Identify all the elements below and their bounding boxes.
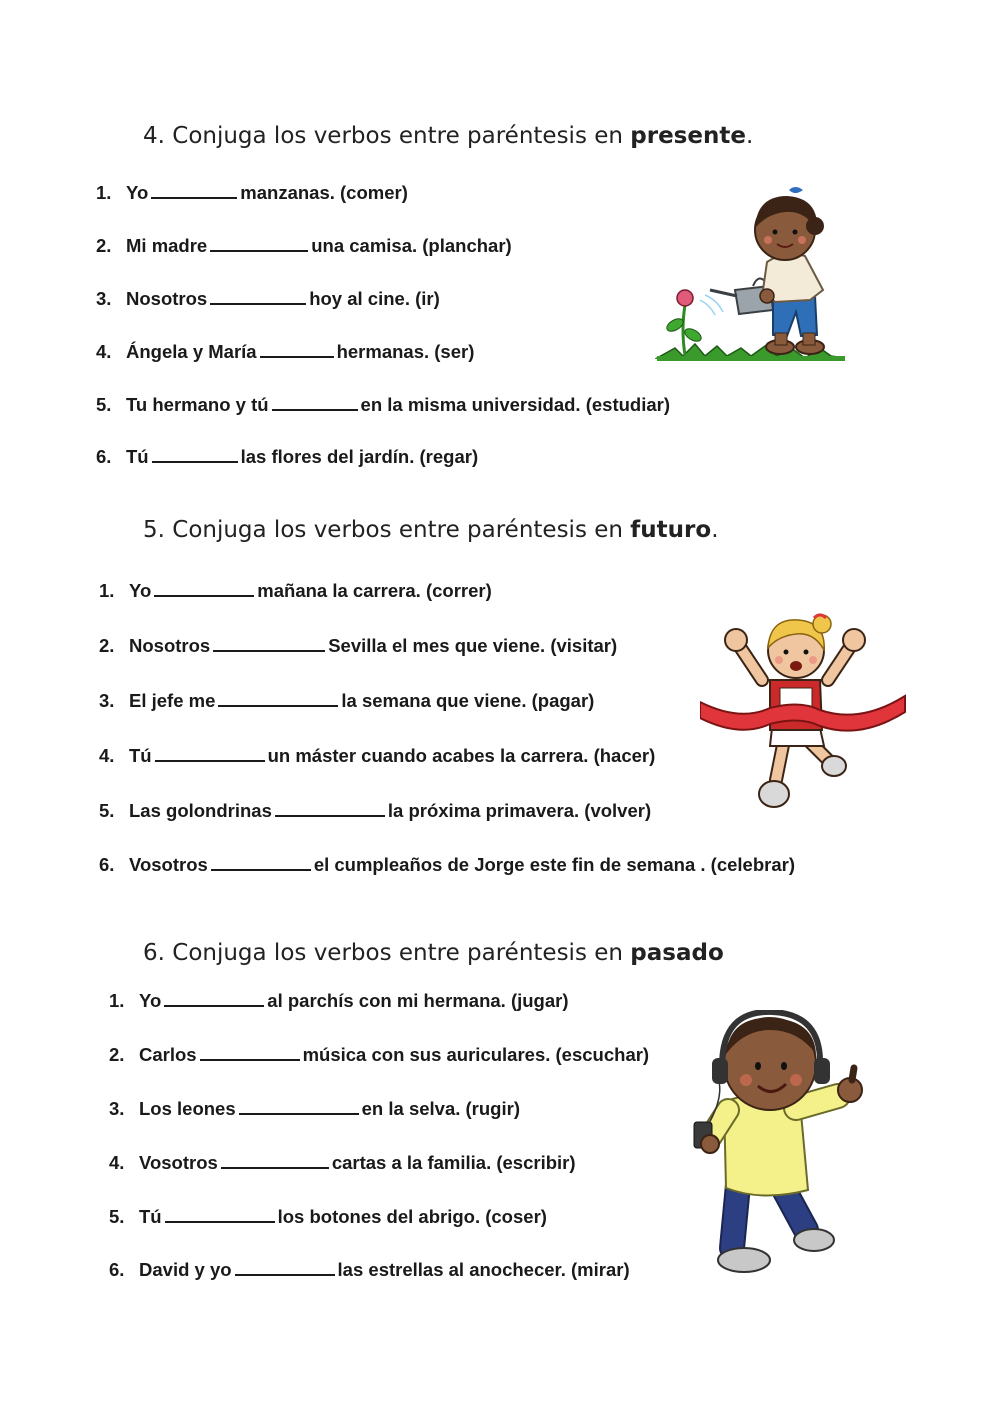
heading-suffix: . (745, 123, 754, 149)
item-number: 1. (99, 580, 115, 601)
answer-blank[interactable] (235, 1260, 335, 1276)
item-subject: El jefe me (129, 690, 216, 711)
item-number: 6. (96, 446, 112, 467)
item-subject: Vosotros (139, 1152, 218, 1173)
item-number: 3. (96, 288, 112, 309)
item-number: 6. (99, 854, 115, 875)
item-rest: los botones del abrigo. (coser) (277, 1206, 547, 1227)
answer-blank[interactable] (213, 636, 325, 652)
item-subject: Ángela y María (126, 341, 257, 362)
exercise-item (99, 690, 594, 712)
item-rest: hermanas. (ser) (336, 341, 475, 362)
item-number: 4. (109, 1152, 125, 1173)
answer-blank[interactable] (210, 236, 308, 252)
item-number: 3. (109, 1098, 125, 1119)
exercise-item (109, 1152, 576, 1174)
item-subject: Los leones (139, 1098, 236, 1119)
item-subject: Tú (129, 745, 152, 766)
answer-blank[interactable] (272, 395, 358, 411)
item-number: 2. (96, 235, 112, 256)
exercise-item (109, 1206, 547, 1228)
exercise-item (99, 800, 651, 822)
item-number: 5. (96, 394, 112, 415)
item-subject: Nosotros (129, 635, 211, 656)
girl-watering-plant-illustration (655, 180, 850, 370)
item-number: 2. (109, 1044, 125, 1065)
item-number: 2. (99, 635, 115, 656)
item-rest: las flores del jardín. (regar) (240, 446, 479, 467)
section-5-heading (143, 517, 719, 543)
item-subject: Yo (129, 580, 152, 601)
item-rest: música con sus auriculares. (escuchar) (302, 1044, 650, 1065)
heading-tense: presente (630, 123, 746, 149)
item-number: 4. (99, 745, 115, 766)
heading-tense: pasado (630, 940, 724, 966)
answer-blank[interactable] (260, 342, 334, 358)
item-number: 5. (99, 800, 115, 821)
exercise-item (109, 990, 569, 1012)
exercise-item (96, 235, 512, 257)
item-subject: Tú (126, 446, 149, 467)
answer-blank[interactable] (165, 1207, 275, 1223)
item-rest: un máster cuando acabes la carrera. (hacer) (267, 745, 656, 766)
item-rest: la próxima primavera. (volver) (387, 800, 652, 821)
item-rest: manzanas. (comer) (240, 182, 408, 203)
exercise-item (99, 854, 795, 876)
item-rest: Sevilla el mes que viene. (visitar) (328, 635, 618, 656)
item-rest: el cumpleaños de Jorge este fin de semana . (celebrar) (313, 854, 795, 875)
answer-blank[interactable] (218, 691, 338, 707)
item-number: 5. (109, 1206, 125, 1227)
item-rest: en la misma universidad. (estudiar) (360, 394, 670, 415)
item-subject: Tu hermano y tú (126, 394, 269, 415)
item-rest: mañana la carrera. (correr) (257, 580, 492, 601)
item-number: 3. (99, 690, 115, 711)
item-number: 6. (109, 1259, 125, 1280)
item-number: 4. (96, 341, 112, 362)
exercise-item (96, 394, 670, 416)
item-subject: Nosotros (126, 288, 208, 309)
answer-blank[interactable] (200, 1045, 300, 1061)
answer-blank[interactable] (155, 746, 265, 762)
girl-finish-line-illustration (700, 610, 910, 820)
section-4-heading (143, 123, 753, 149)
exercise-item (99, 635, 617, 657)
heading-tense: futuro (630, 517, 712, 543)
item-number: 1. (109, 990, 125, 1011)
exercise-item (109, 1044, 649, 1066)
heading-prefix: 5. Conjuga los verbos entre paréntesis en (143, 517, 631, 543)
answer-blank[interactable] (211, 855, 311, 871)
heading-suffix: . (711, 517, 719, 543)
answer-blank[interactable] (164, 991, 264, 1007)
exercise-item (109, 1098, 520, 1120)
item-rest: hoy al cine. (ir) (309, 288, 440, 309)
item-rest: una camisa. (planchar) (311, 235, 512, 256)
item-subject: Mi madre (126, 235, 208, 256)
answer-blank[interactable] (210, 289, 306, 305)
item-subject: Las golondrinas (129, 800, 272, 821)
item-rest: las estrellas al anochecer. (mirar) (337, 1259, 630, 1280)
answer-blank[interactable] (152, 447, 238, 463)
boy-with-headphones-illustration (688, 1010, 868, 1275)
exercise-item (96, 182, 408, 204)
item-rest: la semana que viene. (pagar) (341, 690, 595, 711)
answer-blank[interactable] (221, 1153, 329, 1169)
item-subject: Vosotros (129, 854, 208, 875)
item-rest: al parchís con mi hermana. (jugar) (267, 990, 569, 1011)
exercise-item (96, 446, 478, 468)
item-subject: David y yo (139, 1259, 232, 1280)
heading-prefix: 6. Conjuga los verbos entre paréntesis en (143, 940, 631, 966)
exercise-item (96, 288, 440, 310)
item-subject: Carlos (139, 1044, 197, 1065)
exercise-item (99, 745, 655, 767)
answer-blank[interactable] (151, 183, 237, 199)
answer-blank[interactable] (154, 581, 254, 597)
item-subject: Yo (126, 182, 149, 203)
answer-blank[interactable] (275, 801, 385, 817)
item-subject: Tú (139, 1206, 162, 1227)
section-6-heading (143, 940, 724, 966)
heading-prefix: 4. Conjuga los verbos entre paréntesis en (143, 123, 631, 149)
answer-blank[interactable] (239, 1099, 359, 1115)
item-rest: en la selva. (rugir) (361, 1098, 520, 1119)
item-number: 1. (96, 182, 112, 203)
exercise-item (99, 580, 492, 602)
item-rest: cartas a la familia. (escribir) (331, 1152, 576, 1173)
exercise-item (96, 341, 474, 363)
exercise-item (109, 1259, 630, 1281)
item-subject: Yo (139, 990, 162, 1011)
